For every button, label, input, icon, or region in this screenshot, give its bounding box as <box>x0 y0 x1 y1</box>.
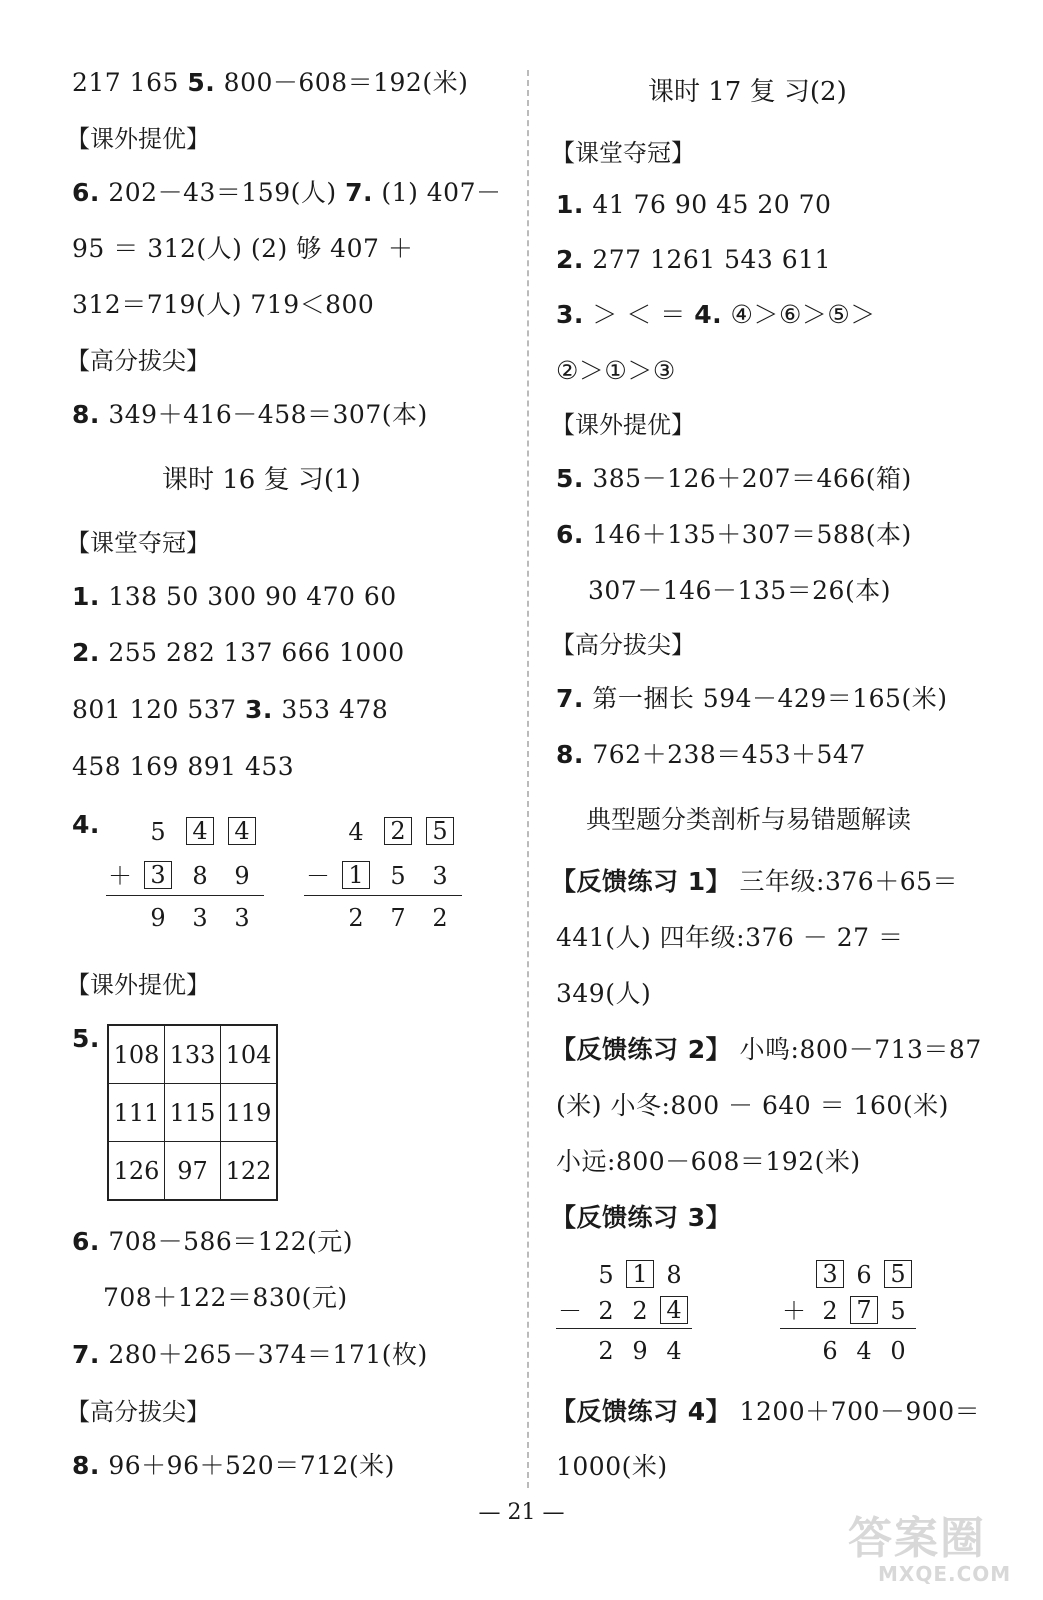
page-number: — 21 — <box>478 1500 565 1525</box>
operator-plus: ＋ <box>782 1297 806 1325</box>
grid-cell: 133 <box>165 1025 221 1084</box>
r-line-11: 349(人) <box>556 979 652 1008</box>
column-divider <box>527 70 529 1488</box>
line-answer-1: 217 165 5. 800－608＝192(米) <box>72 68 469 97</box>
grid-cell: 122 <box>221 1142 278 1201</box>
section-heading-kewai: 【课外提优】 <box>66 971 210 999</box>
digit: 4 <box>856 1337 872 1365</box>
lesson-title-16: 课时 16 复 习(1) <box>162 465 361 495</box>
digit: 9 <box>632 1337 648 1365</box>
operator-minus: － <box>558 1297 582 1325</box>
feedback-3-label: 【反馈练习 3】 <box>551 1203 732 1232</box>
digit: 9 <box>150 904 166 932</box>
digit-box: 4 <box>186 817 214 845</box>
section-heading-kewai: 【课外提优】 <box>551 411 695 439</box>
feedback-4: 【反馈练习 4】 1200＋700－900＝ <box>551 1397 981 1426</box>
magic-square-grid <box>107 1024 278 1201</box>
line-answer-12: 7. 280＋265－374＝171(枚) <box>72 1340 428 1369</box>
question-5-label: 5. <box>72 1024 100 1053</box>
digit-box: 1 <box>342 861 370 889</box>
feedback-1: 【反馈练习 1】 三年级:376＋65＝ <box>551 867 959 896</box>
line-answer-10: 6. 708－586＝122(元) <box>72 1227 354 1256</box>
r-line-8: 7. 第一捆长 594－429＝165(米) <box>556 684 948 713</box>
r-line-7: 307－146－135＝26(本) <box>588 576 891 605</box>
digit-box: 5 <box>426 817 454 845</box>
r-line-4: ②＞①＞③ <box>556 356 676 385</box>
grid-cell: 119 <box>221 1084 278 1142</box>
digit: 0 <box>890 1337 906 1365</box>
grid-cell: 111 <box>108 1084 165 1142</box>
r-line-5: 5. 385－126＋207＝466(箱) <box>556 464 912 493</box>
typical-problems-title: 典型题分类剖析与易错题解读 <box>586 805 912 834</box>
digit: 8 <box>666 1261 682 1289</box>
addition-puzzle-2 <box>780 1260 920 1370</box>
digit: 2 <box>632 1297 648 1325</box>
digit-box: 2 <box>384 817 412 845</box>
digit: 2 <box>598 1297 614 1325</box>
line-answer-9: 458 169 891 453 <box>72 752 295 781</box>
line-answer-2: 6. 202－43＝159(人) 7. (1) 407－ <box>72 178 502 207</box>
r-line-6: 6. 146＋135＋307＝588(本) <box>556 520 912 549</box>
digit: 7 <box>390 904 406 932</box>
r-line-12: (米) 小冬:800 － 640 ＝ 160(米) <box>556 1091 949 1120</box>
digit: 5 <box>890 1297 906 1325</box>
r-line-13: 小远:800－608＝192(米) <box>556 1147 861 1176</box>
section-heading-gaofen: 【高分拔尖】 <box>66 347 210 375</box>
line-answer-4: 312＝719(人) 719＜800 <box>72 290 375 319</box>
digit: 9 <box>234 862 250 890</box>
digit-box: 7 <box>850 1296 878 1324</box>
grid-cell: 115 <box>165 1084 221 1142</box>
line-answer-5: 8. 349＋416－458＝307(本) <box>72 400 428 429</box>
digit: 2 <box>822 1297 838 1325</box>
digit: 4 <box>666 1337 682 1365</box>
sum-line <box>780 1328 916 1329</box>
digit: 3 <box>192 904 208 932</box>
operator-plus: ＋ <box>108 862 132 890</box>
digit: 3 <box>234 904 250 932</box>
section-heading-ketang: 【课堂夺冠】 <box>551 139 695 167</box>
digit: 6 <box>856 1261 872 1289</box>
r-line-14: 1000(米) <box>556 1452 668 1481</box>
digit: 8 <box>192 862 208 890</box>
sum-line <box>106 895 264 896</box>
question-4-label: 4. <box>72 810 100 839</box>
digit: 6 <box>822 1337 838 1365</box>
digit: 2 <box>598 1337 614 1365</box>
digit: 2 <box>348 904 364 932</box>
grid-cell: 126 <box>108 1142 165 1201</box>
lesson-title-17: 课时 17 复 习(2) <box>648 77 847 107</box>
digit-box: 5 <box>884 1260 912 1288</box>
section-heading-gaofen: 【高分拔尖】 <box>66 1398 210 1426</box>
subtraction-puzzle-2 <box>556 1260 696 1370</box>
section-heading-ketang: 【课堂夺冠】 <box>66 529 210 557</box>
addition-puzzle-1 <box>106 815 266 935</box>
line-answer-11: 708＋122＝830(元) <box>103 1283 348 1312</box>
difference-line <box>556 1328 692 1329</box>
r-line-9: 8. 762＋238＝453＋547 <box>556 740 866 769</box>
watermark-logo <box>848 1515 1011 1585</box>
digit-box: 3 <box>816 1260 844 1288</box>
grid-cell: 108 <box>108 1025 165 1084</box>
watermark-url: MXQE.COM <box>878 1562 1012 1586</box>
r-line-3: 3. ＞ ＜ ＝ 4. ④＞⑥＞⑤＞ <box>556 300 876 329</box>
digit-box: 1 <box>626 1260 654 1288</box>
line-answer-8: 801 120 537 3. 353 478 <box>72 695 389 724</box>
r-line-10: 441(人) 四年级:376 － 27 ＝ <box>556 923 904 952</box>
grid-cell: 104 <box>221 1025 278 1084</box>
watermark-text: 答案圈 <box>848 1513 986 1564</box>
feedback-2: 【反馈练习 2】 小鸣:800－713＝87 <box>551 1035 982 1064</box>
subtraction-puzzle-1 <box>304 815 464 935</box>
digit: 5 <box>390 862 406 890</box>
grid-cell: 97 <box>165 1142 221 1201</box>
section-heading-gaofen: 【高分拔尖】 <box>551 631 695 659</box>
r-line-1: 1. 41 76 90 45 20 70 <box>556 190 832 219</box>
operator-minus: － <box>306 862 330 890</box>
digit-box: 3 <box>144 861 172 889</box>
digit: 4 <box>348 818 364 846</box>
digit-box: 4 <box>228 817 256 845</box>
line-answer-13: 8. 96＋96＋520＝712(米) <box>72 1451 395 1480</box>
digit-box: 4 <box>660 1296 688 1324</box>
digit: 5 <box>150 818 166 846</box>
section-heading-kewai: 【课外提优】 <box>66 125 210 153</box>
difference-line <box>304 895 462 896</box>
r-line-2: 2. 277 1261 543 611 <box>556 245 831 274</box>
line-answer-6: 1. 138 50 300 90 470 60 <box>72 582 397 611</box>
digit: 5 <box>598 1261 614 1289</box>
digit: 3 <box>432 862 448 890</box>
digit: 2 <box>432 904 448 932</box>
line-answer-7: 2. 255 282 137 666 1000 <box>72 638 405 667</box>
line-answer-3: 95 ＝ 312(人) (2) 够 407 ＋ <box>72 234 414 263</box>
